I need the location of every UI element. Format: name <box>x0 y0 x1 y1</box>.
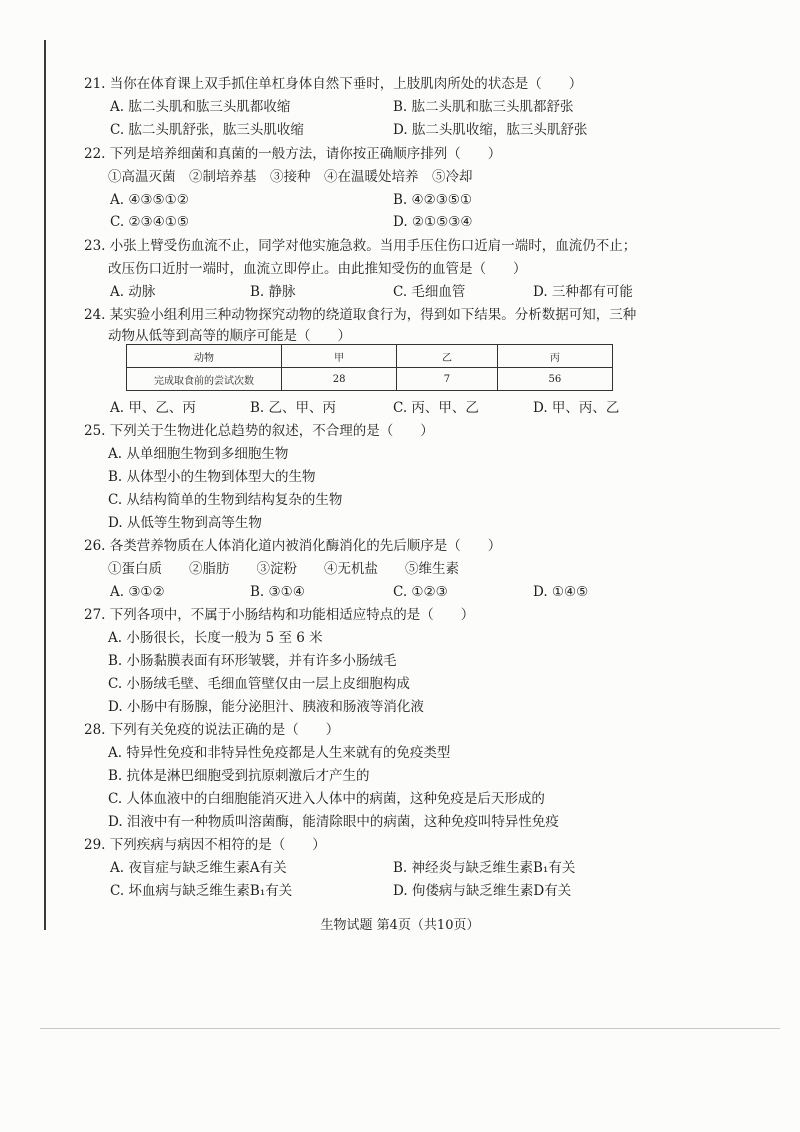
question-23-option-b: B. 静脉 <box>250 284 296 300</box>
question-25-option-a: A. 从单细胞生物到多细胞生物 <box>108 446 289 462</box>
question-21-stem: 21. 当你在体育课上双手抓住单杠身体自然下垂时，上肢肌肉所处的状态是（ ） <box>84 76 583 92</box>
question-21-option-d: D. 肱二头肌收缩，肱三头肌舒张 <box>393 122 588 138</box>
question-26-stem: 26. 各类营养物质在人体消化道内被消化酶消化的先后顺序是（ ） <box>84 538 502 554</box>
question-28-option-c: C. 人体血液中的白细胞能消灭进入人体中的病菌，这种免疫是后天形成的 <box>108 791 545 807</box>
question-28-option-d: D. 泪液中有一种物质叫溶菌酶，能清除眼中的病菌，这种免疫叫特异性免疫 <box>108 814 559 830</box>
question-25-option-d: D. 从低等生物到高等生物 <box>108 515 262 531</box>
question-24-option-d: D. 甲、丙、乙 <box>533 400 620 416</box>
question-22-option-a: A. ④③⑤①② <box>110 192 189 208</box>
question-26-option-b: B. ③①④ <box>250 584 305 600</box>
question-26-option-a: A. ③①② <box>110 584 165 600</box>
question-24-stem-line-1: 24. 某实验小组利用三种动物探究动物的绕道取食行为，得到如下结果。分析数据可知，三种 <box>84 307 637 323</box>
question-24-option-b: B. 乙、甲、丙 <box>250 400 337 416</box>
question-28-option-b: B. 抗体是淋巴细胞受到抗原刺激后才产生的 <box>108 768 370 784</box>
table-header-cell: 乙 <box>397 345 498 368</box>
question-26-option-c: C. ①②③ <box>393 584 448 600</box>
question-27-option-a: A. 小肠很长，长度一般为 5 至 6 米 <box>108 630 323 646</box>
page-footer: 生物试题 第4页（共10页） <box>320 918 480 933</box>
question-29-option-a: A. 夜盲症与缺乏维生素A有关 <box>110 860 287 876</box>
table-cell: 56 <box>497 368 612 391</box>
question-29-stem: 29. 下列疾病与病因不相符的是（ ） <box>84 837 326 853</box>
question-22-option-d: D. ②①⑤③④ <box>393 214 473 230</box>
table-row <box>127 368 613 391</box>
question-24-stem-line-2: 动物从低等到高等的顺序可能是（ ） <box>108 328 351 344</box>
question-24-option-a: A. 甲、乙、丙 <box>110 400 196 416</box>
question-25-option-c: C. 从结构简单的生物到结构复杂的生物 <box>108 492 343 508</box>
table-header-cell: 甲 <box>282 345 397 368</box>
table-cell: 7 <box>397 368 498 391</box>
question-29-option-d: D. 佝偻病与缺乏维生素D有关 <box>393 883 572 899</box>
question-23-option-c: C. 毛细血管 <box>393 284 466 300</box>
question-23-stem-line-2: 改压伤口近肘一端时，血流立即停止。由此推知受伤的血管是（ ） <box>108 261 527 277</box>
question-23-option-d: D. 三种都有可能 <box>533 284 633 300</box>
question-22-option-b: B. ④②③⑤① <box>393 192 473 208</box>
scan-artifact-line <box>40 1028 780 1029</box>
question-22-stem: 22. 下列是培养细菌和真菌的一般方法，请你按正确顺序排列（ ） <box>84 146 502 162</box>
question-26-items: ①蛋白质 ②脂肪 ③淀粉 ④无机盐 ⑤维生素 <box>108 561 459 577</box>
table-header-cell: 动物 <box>127 345 282 368</box>
table-cell: 28 <box>282 368 397 391</box>
question-25-stem: 25. 下列关于生物进化总趋势的叙述，不合理的是（ ） <box>84 423 434 439</box>
question-23-stem-line-1: 23. 小张上臂受伤血流不止，同学对他实施急救。当用手压住伤口近肩一端时，血流仍不止； <box>84 238 637 254</box>
question-21-option-a: A. 肱二头肌和肱三头肌都收缩 <box>110 99 291 115</box>
question-22-steps: ①高温灭菌 ②制培养基 ③接种 ④在温暖处培养 ⑤冷却 <box>108 169 473 185</box>
question-28-stem: 28. 下列有关免疫的说法正确的是（ ） <box>84 722 340 738</box>
question-24-option-c: C. 丙、甲、乙 <box>393 400 479 416</box>
question-26-option-d: D. ①④⑤ <box>533 584 589 600</box>
question-27-option-d: D. 小肠中有肠腺，能分泌胆汁、胰液和肠液等消化液 <box>108 699 424 715</box>
question-22-option-c: C. ②③④①⑤ <box>110 214 189 230</box>
question-25-option-b: B. 从体型小的生物到体型大的生物 <box>108 469 316 485</box>
question-27-option-c: C. 小肠绒毛壁、毛细血管壁仅由一层上皮细胞构成 <box>108 676 410 692</box>
question-23-option-a: A. 动脉 <box>110 284 156 300</box>
question-29-option-b: B. 神经炎与缺乏维生素B₁有关 <box>393 860 576 876</box>
question-27-stem: 27. 下列各项中，不属于小肠结构和功能相适应特点的是（ ） <box>84 607 475 623</box>
question-27-option-b: B. 小肠黏膜表面有环形皱襞，并有许多小肠绒毛 <box>108 653 397 669</box>
table-row-label: 完成取食前的尝试次数 <box>127 368 282 391</box>
question-28-option-a: A. 特异性免疫和非特异性免疫都是人生来就有的免疫类型 <box>108 745 451 761</box>
question-21-option-b: B. 肱二头肌和肱三头肌都舒张 <box>393 99 574 115</box>
table-header-row <box>127 345 613 368</box>
table-header-cell: 丙 <box>497 345 612 368</box>
question-29-option-c: C. 坏血病与缺乏维生素B₁有关 <box>110 883 293 899</box>
question-24-data-table <box>126 344 613 391</box>
question-21-option-c: C. 肱二头肌舒张，肱三头肌收缩 <box>110 122 304 138</box>
